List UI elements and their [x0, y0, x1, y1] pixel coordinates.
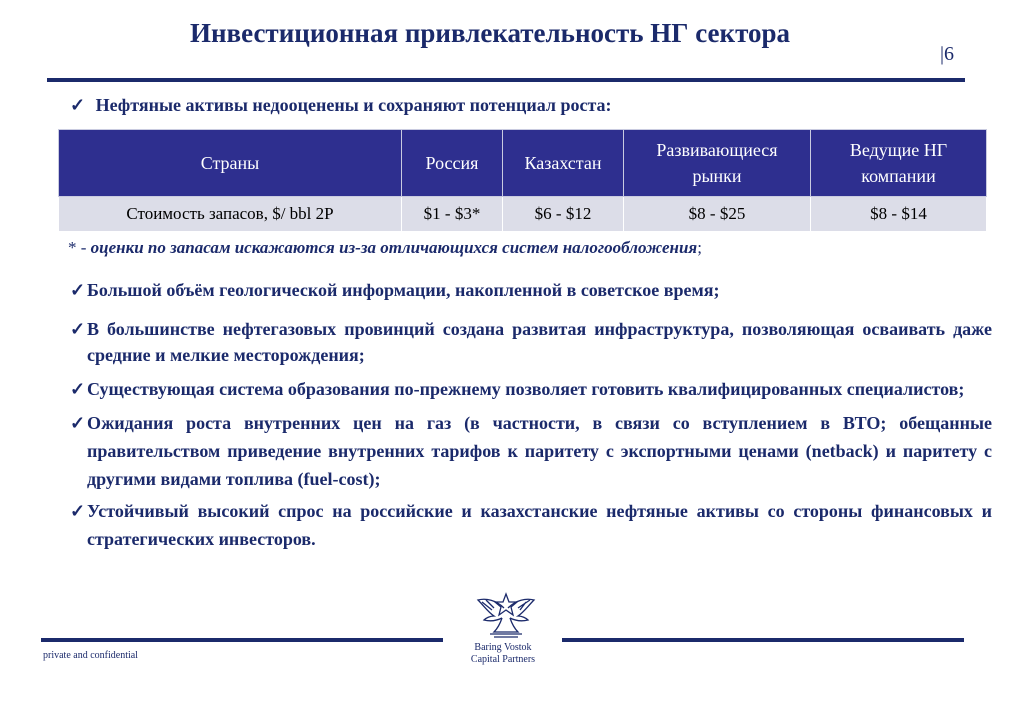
footnote — [68, 238, 702, 258]
bullet-text: Ожидания роста внутренних цен на газ (в частности, в связи со вступлением в ВТО; обещанные правительством приведение внутренних тарифов к паритету с экспортными ценами (netback) и паритету с другими видами топлива (fuel-cost); — [87, 413, 992, 489]
bullet-text: Устойчивый высокий спрос на российские и казахстанские нефтяные активы со стороны финансовых и стратегических инвесторов. — [87, 501, 992, 549]
list-item — [70, 316, 992, 368]
header-cell-russia: Россия — [402, 130, 503, 197]
cell-kazakhstan: $6 - $12 — [503, 197, 624, 232]
company-logo-text — [443, 642, 563, 666]
table-row — [59, 197, 987, 232]
check-icon: ✓ — [70, 379, 86, 399]
page-number: |6 — [940, 43, 955, 65]
page-title: Инвестиционная привлекательность НГ сектора — [190, 18, 790, 48]
check-icon: ✓ — [70, 95, 86, 115]
bullet-text: В большинстве нефтегазовых провинций создана развитая инфраструктура, позволяющая осваивать даже средние и мелкие месторождения; — [87, 319, 992, 365]
header-cell-kazakhstan: Казахстан — [503, 130, 624, 197]
intro-text: Нефтяные активы недооценены и сохраняют потенциал роста: — [95, 95, 612, 115]
bullet-list — [70, 278, 992, 553]
list-item — [70, 497, 992, 553]
eagle-emblem-icon — [474, 588, 538, 640]
confidential-label: private and confidential — [43, 650, 138, 661]
header-cell-countries: Страны — [59, 130, 402, 197]
footer-rule-left — [41, 638, 443, 642]
intro-line — [70, 95, 612, 116]
footnote-star: * - — [68, 238, 87, 257]
cell-leading: $8 - $14 — [811, 197, 987, 232]
bullet-text: Существующая система образования по-прежнему позволяет готовить квалифицированных специалистов; — [87, 379, 965, 399]
logo-line2: Capital Partners — [470, 654, 536, 665]
footer-rule-right — [562, 638, 964, 642]
list-item — [70, 278, 992, 302]
bullet-text: Большой объём геологической информации, накопленной в советское время; — [87, 280, 720, 300]
check-icon: ✓ — [70, 319, 86, 339]
header-cell-emerging: Развивающиеся рынки — [624, 130, 811, 197]
cell-emerging: $8 - $25 — [624, 197, 811, 232]
logo-line1: Baring Vostok — [474, 642, 532, 653]
check-icon: ✓ — [70, 280, 86, 300]
valuation-table — [58, 129, 987, 232]
list-item — [70, 374, 992, 405]
table-header-row — [59, 130, 987, 197]
check-icon: ✓ — [70, 501, 86, 521]
row-label: Стоимость запасов, $/ bbl 2P — [59, 197, 402, 232]
footnote-text: оценки по запасам искажаются из-за отличающихся систем налогообложения — [90, 238, 698, 257]
header-rule — [47, 78, 965, 82]
cell-russia: $1 - $3* — [402, 197, 503, 232]
header-cell-leading: Ведущие НГ компании — [811, 130, 987, 197]
check-icon: ✓ — [70, 413, 86, 433]
list-item — [70, 409, 992, 493]
footnote-end: ; — [697, 238, 702, 257]
